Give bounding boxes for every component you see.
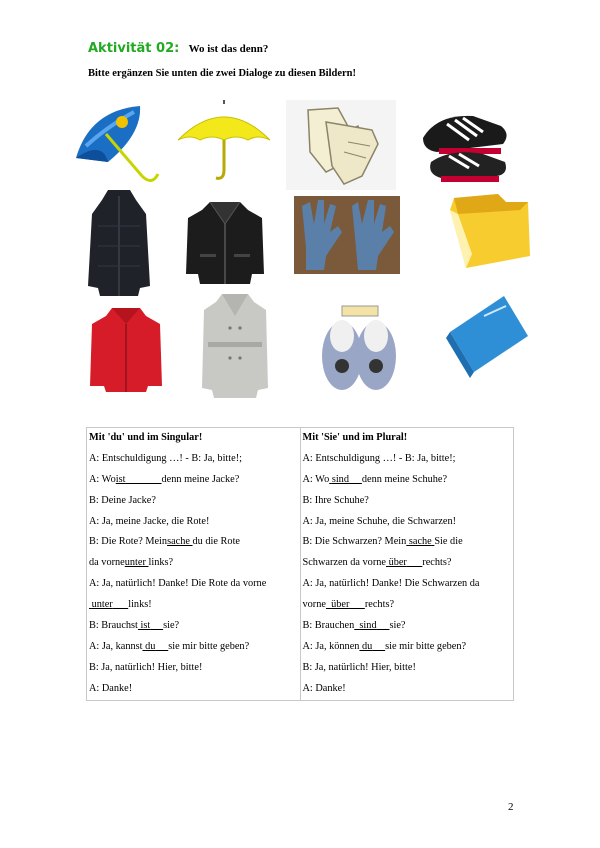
dialog-line bbox=[89, 449, 298, 470]
line-text: sie? bbox=[163, 620, 180, 632]
blank-line bbox=[125, 474, 161, 485]
filled-blank: sind bbox=[331, 473, 349, 485]
dialog-du-column bbox=[87, 428, 301, 701]
dialog-line bbox=[89, 679, 298, 700]
dialog-table bbox=[86, 427, 514, 701]
dialog-line bbox=[303, 553, 512, 574]
red-jacket-image bbox=[88, 306, 164, 394]
umbrella-blue-image bbox=[72, 100, 164, 188]
dialog-line bbox=[89, 470, 298, 491]
dialog-line bbox=[89, 553, 298, 574]
line-text: A: Wo bbox=[89, 473, 116, 485]
dialog-line bbox=[303, 679, 512, 700]
activity-subtitle: Wo ist das denn? bbox=[188, 43, 269, 55]
knit-gloves-image bbox=[294, 196, 400, 274]
line-text: links? bbox=[148, 557, 174, 569]
dialog-line bbox=[89, 532, 298, 553]
filled-blank: du bbox=[145, 640, 156, 652]
line-text: sie mir bitte geben? bbox=[385, 640, 467, 652]
long-coat-image bbox=[86, 186, 152, 298]
line-text: A: Entschuldigung …! - B: Ja, bitte!; bbox=[302, 452, 456, 464]
blank-line bbox=[407, 557, 422, 568]
line-text: B: Ja, natürlich! Hier, bitte! bbox=[302, 661, 416, 673]
activity-title bbox=[88, 40, 268, 56]
line-text: B: Ihre Schuhe? bbox=[302, 494, 369, 506]
filled-blank: über bbox=[331, 599, 350, 611]
blank-line bbox=[113, 599, 128, 610]
line-text: A: Danke! bbox=[89, 682, 133, 694]
filled-blank: ist bbox=[115, 473, 126, 485]
activity-label: Aktivität 02: bbox=[88, 41, 180, 56]
blank-line bbox=[155, 641, 168, 652]
line-text: rechts? bbox=[422, 557, 452, 569]
dialog-line bbox=[89, 637, 298, 658]
line-text: B: Die Rote? Mein bbox=[89, 536, 168, 548]
line-text: denn meine Jacke? bbox=[161, 473, 240, 485]
gloves-leather-image bbox=[286, 100, 396, 190]
line-text: A: Entschuldigung …! - B: Ja, bitte!; bbox=[89, 452, 243, 464]
line-text: B: Deine Jacke? bbox=[89, 494, 156, 506]
blank-line bbox=[372, 641, 385, 652]
blue-folder-image bbox=[444, 292, 532, 380]
filled-blank: du bbox=[362, 640, 373, 652]
line-text: A: Ja, meine Jacke, die Rote! bbox=[89, 515, 210, 527]
trench-coat-image bbox=[200, 292, 270, 400]
filled-blank: sache bbox=[167, 536, 190, 548]
filled-blank: unter bbox=[91, 599, 113, 611]
dialog-line bbox=[303, 470, 512, 491]
dialog-line bbox=[89, 658, 298, 679]
yellow-folder-image bbox=[444, 190, 534, 274]
dialog-line bbox=[303, 658, 512, 679]
line-text: B: Ja, natürlich! Hier, bitte! bbox=[89, 661, 203, 673]
dialog-du-header: Mit 'du' und im Singular! bbox=[89, 432, 203, 443]
football-boots-image bbox=[417, 104, 513, 186]
line-text: A: Ja, natürlich! Danke! Die Rote da vorne bbox=[89, 578, 267, 590]
dialog-line bbox=[303, 512, 512, 533]
line-text: denn meine Schuhe? bbox=[361, 473, 448, 485]
umbrella-yellow-image bbox=[176, 100, 272, 182]
blank-line bbox=[377, 620, 390, 631]
dialog-line bbox=[303, 595, 512, 616]
blank-line bbox=[150, 620, 163, 631]
line-text: A: Ja, können bbox=[302, 640, 360, 652]
dialog-line bbox=[303, 616, 512, 637]
dialog-line bbox=[89, 574, 298, 595]
dialog-line bbox=[89, 512, 298, 533]
line-text: Sie die bbox=[434, 536, 463, 548]
line-text: da vorne bbox=[89, 557, 125, 569]
dialog-line bbox=[89, 491, 298, 512]
line-text: sie? bbox=[389, 620, 406, 632]
line-text: B: Brauchen bbox=[302, 620, 355, 632]
dialog-line bbox=[89, 595, 298, 616]
dialog-line bbox=[303, 491, 512, 512]
dialog-line bbox=[303, 449, 512, 470]
line-text: A: Wo bbox=[302, 473, 330, 485]
line-text: A: Danke! bbox=[302, 682, 346, 694]
slippers-image bbox=[314, 296, 404, 392]
line-text: sie mir bitte geben? bbox=[168, 640, 250, 652]
dialog-line bbox=[89, 616, 298, 637]
leather-jacket-image bbox=[184, 198, 266, 284]
line-text: A: Ja, meine Schuhe, die Schwarzen! bbox=[302, 515, 457, 527]
page-number: 2 bbox=[508, 801, 514, 813]
filled-blank: über bbox=[388, 557, 407, 569]
dialog-sie-column bbox=[300, 428, 514, 701]
dialog-line bbox=[303, 532, 512, 553]
line-text: B: Brauchst bbox=[89, 620, 138, 632]
dialog-sie-header: Mit 'Sie' und im Plural! bbox=[302, 432, 408, 443]
line-text: A: Ja, natürlich! Danke! Die Schwarzen da bbox=[302, 578, 480, 590]
line-text: du die Rote bbox=[192, 536, 241, 548]
filled-blank: sind bbox=[359, 620, 377, 632]
blank-line bbox=[349, 474, 362, 485]
blank-line bbox=[349, 599, 364, 610]
dialog-line bbox=[303, 637, 512, 658]
filled-blank: ist bbox=[140, 620, 151, 632]
line-text: B: Die Schwarzen? Mein bbox=[302, 536, 407, 548]
filled-blank: unter bbox=[124, 557, 146, 569]
line-text: rechts? bbox=[364, 599, 395, 611]
line-text: A: Ja, kannst bbox=[89, 640, 143, 652]
line-text: Schwarzen da vorne bbox=[302, 557, 386, 569]
line-text: links! bbox=[128, 599, 152, 611]
dialog-line bbox=[303, 574, 512, 595]
filled-blank: sache bbox=[408, 536, 432, 548]
line-text: vorne bbox=[302, 599, 326, 611]
instruction: Bitte ergänzen Sie unten die zwei Dialoge zu diesen Bildern! bbox=[88, 68, 357, 79]
